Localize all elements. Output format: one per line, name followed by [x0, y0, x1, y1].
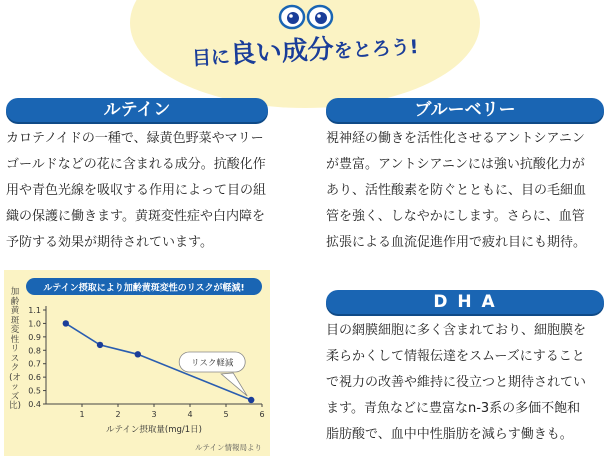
y-tick-label: 0.4 [28, 400, 41, 409]
y-tick-label: 1.0 [28, 319, 41, 329]
dha-body: 目の網膜細胞に多く含まれており、細胞膜を 柔らかくして情報伝達をスムーズにすること で視力の改善や維持に役立つと期待されてい ます。青魚などに豊富なn-3系の多価不飽和 脂肪酸で、血中中性脂肪を減らす働きも。 [326, 323, 587, 442]
x-tick-label: 2 [115, 410, 121, 419]
x-tick-label: 5 [223, 410, 229, 419]
blueberry-title-bar [326, 98, 604, 122]
lutein-title-bar [6, 98, 268, 122]
dha-title-bar [326, 290, 604, 314]
headline-prefix: 目に [191, 45, 231, 70]
annotation-label: リスク軽減 [191, 358, 234, 369]
data-point [135, 351, 141, 357]
headline-suffix: をとろう! [333, 36, 419, 63]
lutein-title: ルテイン [103, 100, 171, 120]
x-tick-label: 6 [259, 410, 265, 419]
dha-title: D H A [433, 292, 497, 312]
y-tick-label: 0.5 [28, 386, 41, 396]
blueberry-title: ブルーベリー [414, 100, 516, 120]
y-tick-label: 0.9 [28, 332, 41, 342]
y-tick-label: 0.8 [28, 346, 41, 356]
chart-svg [4, 270, 270, 456]
y-tick-label: 0.6 [28, 373, 41, 383]
lutein-risk-chart [4, 270, 270, 456]
blueberry-body: 視神経の働きを活性化させるアントシアニン が豊富。アントシアニンには強い抗酸化力が あり、活性酸素を防ぐとともに、目の毛細血 管を強く、しなやかにします。さらに、血管 拡張による血流促進作用で疲れ目にも期待。 [326, 131, 587, 250]
y-tick-label: 0.7 [28, 359, 41, 369]
x-tick-label: 4 [187, 410, 193, 419]
chart-xlabel: ルテイン摂取量(mg/1日) [106, 425, 202, 435]
chart-ylabel: 加齢黄斑変性リスク(オッズ比) [9, 287, 21, 411]
y-tick-label: 1.1 [28, 306, 41, 315]
lutein-body: カロテノイドの一種で、緑黄色野菜やマリー ゴールドなどの花に含まれる成分。抗酸化作 用や青色光線を吸収する作用によって目の組 織の保護に働きます。黄斑変性症や白内障を 予防する効果が期待されています。 [6, 131, 267, 250]
x-tick-label: 1 [79, 410, 85, 419]
chart-source: ルテイン情報局より [195, 443, 262, 452]
x-tick-label: 3 [151, 410, 157, 419]
data-point [248, 397, 254, 403]
chart-title: ルテイン摂取により加齢黄斑変性のリスクが軽減! [43, 283, 245, 294]
eyes-icon [278, 4, 334, 30]
data-point [63, 320, 69, 326]
headline-main: 良い成分 [229, 34, 335, 70]
data-point [97, 342, 103, 348]
